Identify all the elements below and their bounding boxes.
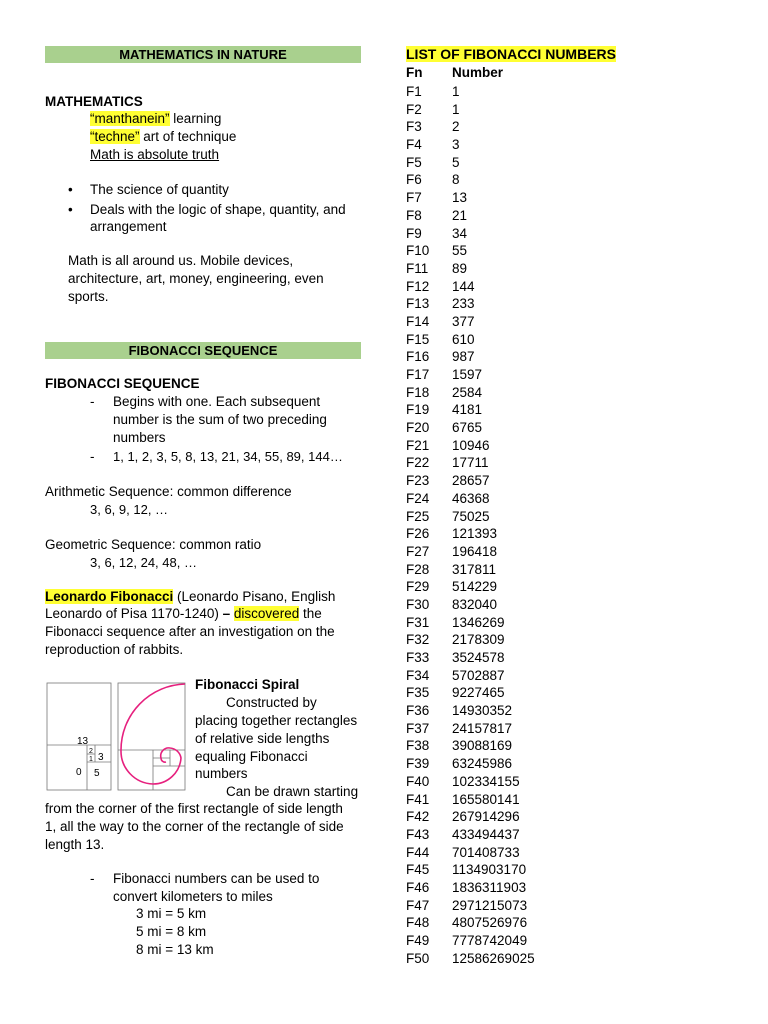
spiral-text-line-wide: 1, all the way to the corner of the rectangle of side <box>45 819 344 834</box>
leonardo-fibonacci-name: Leonardo Fibonacci <box>45 589 174 604</box>
cell-fn: F29 <box>406 579 430 595</box>
fibonacci-sequence-values: 1, 1, 2, 3, 5, 8, 13, 21, 34, 55, 89, 144… <box>113 449 343 464</box>
arithmetic-sequence-example: 3, 6, 9, 12, … <box>90 502 169 517</box>
cell-number: 832040 <box>452 596 498 612</box>
cell-fn: F14 <box>406 313 430 329</box>
cell-fn: F27 <box>406 543 430 559</box>
column-header-fn: Fn <box>406 65 423 80</box>
cell-number: 13 <box>452 190 468 206</box>
fibonacci-sequence-heading: FIBONACCI SEQUENCE <box>45 376 200 391</box>
cell-number: 46368 <box>452 490 490 506</box>
fig-label: 2 <box>89 748 93 755</box>
spiral-text-line-wide: from the corner of the first rectangle of side length <box>45 801 343 816</box>
math-absolute-truth: Math is absolute truth <box>90 147 220 162</box>
cell-fn: F6 <box>406 172 422 188</box>
cell-number: 2 <box>452 119 460 135</box>
cell-number: 28657 <box>452 473 490 489</box>
arithmetic-sequence-label: Arithmetic Sequence: common difference <box>45 484 292 499</box>
cell-fn: F10 <box>406 243 430 259</box>
cell-fn: F4 <box>406 137 422 153</box>
cell-fn: F9 <box>406 225 422 241</box>
cell-fn: F45 <box>406 862 430 878</box>
cell-number: 21 <box>452 207 468 223</box>
cell-fn: F25 <box>406 508 430 524</box>
cell-fn: F20 <box>406 420 430 436</box>
cell-number: 196418 <box>452 543 498 559</box>
cell-number: 1597 <box>452 367 483 382</box>
dash-marker: - <box>90 394 95 409</box>
cell-fn: F19 <box>406 402 430 418</box>
cell-fn: F13 <box>406 296 430 312</box>
section-header-mathematics-in-nature: MATHEMATICS IN NATURE <box>45 46 361 63</box>
column-header-number: Number <box>452 65 504 80</box>
leonardo-line-4: reproduction of rabbits. <box>45 642 184 657</box>
paragraph-line: architecture, art, money, engineering, even <box>68 271 324 286</box>
cell-number: 24157817 <box>452 720 513 736</box>
term-techne: “techne” <box>90 129 140 144</box>
cell-fn: F8 <box>406 207 422 223</box>
fibonacci-list-title <box>406 46 616 62</box>
definition-techne <box>90 129 236 144</box>
cell-fn: F15 <box>406 331 430 347</box>
leonardo-line-3: Fibonacci sequence after an investigation on the <box>45 624 335 639</box>
cell-fn: F38 <box>406 738 430 754</box>
term-manthanein-meaning: learning <box>169 111 222 126</box>
spiral-text-line: Can be drawn starting <box>226 784 359 799</box>
fig-label: 5 <box>94 768 100 779</box>
cell-fn: F39 <box>406 756 430 772</box>
leonardo-line-1 <box>45 589 335 604</box>
cell-number: 987 <box>452 349 475 365</box>
cell-number: 1346269 <box>452 614 505 630</box>
geometric-sequence-label: Geometric Sequence: common ratio <box>45 537 262 552</box>
cell-number: 34 <box>452 225 468 241</box>
fibonacci-list-title-text: LIST OF FIBONACCI NUMBERS <box>406 46 616 62</box>
dash-marker: - <box>90 871 95 886</box>
cell-fn: F28 <box>406 561 430 577</box>
cell-number: 5 <box>452 154 460 170</box>
cell-fn: F24 <box>406 490 430 506</box>
cell-fn: F3 <box>406 119 422 135</box>
cell-number: 89 <box>452 260 468 276</box>
cell-number: 9227465 <box>452 685 505 701</box>
leonardo-alias: (Leonardo Pisano, English <box>173 589 336 604</box>
cell-fn: F16 <box>406 349 430 365</box>
fig-label: 3 <box>98 752 104 763</box>
geometric-sequence-example: 3, 6, 12, 24, 48, … <box>90 555 197 570</box>
cell-fn: F33 <box>406 650 430 665</box>
dash-line: number is the sum of two preceding <box>113 412 327 427</box>
cell-number: 2178309 <box>452 632 505 648</box>
cell-fn: F32 <box>406 632 430 648</box>
paragraph-line: Math is all around us. Mobile devices, <box>68 253 294 268</box>
cell-number: 75025 <box>452 508 490 524</box>
cell-fn: F21 <box>406 437 430 453</box>
cell-number: 4807526976 <box>452 915 528 931</box>
conversion-row: 5 mi = 8 km <box>136 924 207 939</box>
cell-fn: F30 <box>406 596 430 612</box>
cell-number: 12586269025 <box>452 950 535 966</box>
bullet-item: • Deals with the logic of shape, quantity, and <box>90 202 346 217</box>
cell-fn: F50 <box>406 950 430 966</box>
km-line: Fibonacci numbers can be used to <box>113 871 320 886</box>
cell-fn: F12 <box>406 278 430 294</box>
cell-number: 377 <box>452 313 475 329</box>
spiral-text-line: of relative side lengths <box>195 731 330 746</box>
bullet-item-continuation: arrangement <box>90 219 167 234</box>
cell-number: 10946 <box>452 437 490 453</box>
dash-marker: - <box>90 449 95 464</box>
km-line: convert kilometers to miles <box>113 889 273 904</box>
cell-fn: F26 <box>406 526 430 542</box>
cell-number: 102334155 <box>452 773 520 789</box>
cell-number: 14930352 <box>452 703 513 719</box>
cell-number: 433494437 <box>452 826 520 842</box>
cell-number: 4181 <box>452 402 483 418</box>
cell-fn: F34 <box>406 667 430 683</box>
cell-number: 6765 <box>452 420 483 436</box>
spiral-text-line: numbers <box>195 766 248 781</box>
cell-number: 514229 <box>452 579 498 595</box>
cell-number: 701408733 <box>452 844 520 860</box>
cell-number: 39088169 <box>452 738 513 754</box>
cell-fn: F41 <box>406 791 430 807</box>
spiral-text-line: Constructed by <box>226 695 317 710</box>
cell-fn: F2 <box>406 101 422 117</box>
fibonacci-spiral-title: Fibonacci Spiral <box>195 677 300 692</box>
cell-number: 317811 <box>452 561 497 577</box>
cell-number: 2584 <box>452 384 483 400</box>
cell-number: 1 <box>452 101 460 117</box>
term-techne-meaning: art of technique <box>139 129 237 144</box>
cell-fn: F44 <box>406 844 430 860</box>
spiral-text-line: equaling Fibonacci <box>195 749 308 764</box>
cell-number: 55 <box>452 243 468 259</box>
cell-number: 63245986 <box>452 756 513 772</box>
cell-fn: F40 <box>406 773 430 789</box>
cell-number: 17711 <box>452 455 489 471</box>
definition-manthanein <box>90 111 221 126</box>
cell-fn: F23 <box>406 473 430 489</box>
cell-fn: F17 <box>406 367 430 382</box>
conversion-row: 3 mi = 5 km <box>136 906 207 921</box>
cell-fn: F36 <box>406 703 430 719</box>
cell-fn: F37 <box>406 720 430 736</box>
fig-label: 13 <box>77 736 89 747</box>
leonardo-line-2 <box>45 606 322 621</box>
cell-number: 610 <box>452 331 475 347</box>
cell-number: 267914296 <box>452 809 520 825</box>
fig-label: 0 <box>76 767 82 778</box>
cell-fn: F22 <box>406 455 430 471</box>
cell-fn: F47 <box>406 897 430 913</box>
cell-fn: F11 <box>406 260 429 276</box>
leonardo-dash: – <box>222 606 231 621</box>
section-header-fibonacci-sequence: FIBONACCI SEQUENCE <box>45 342 361 359</box>
cell-number: 3 <box>452 137 460 153</box>
bullet-item: • The science of quantity <box>90 182 229 197</box>
cell-fn: F43 <box>406 826 430 842</box>
cell-number: 8 <box>452 172 460 188</box>
discovered-highlight: discovered <box>233 606 300 621</box>
cell-fn: F49 <box>406 933 430 948</box>
cell-number: 1134903170 <box>452 862 527 878</box>
dash-line: numbers <box>113 430 166 445</box>
spiral-text-line: placing together rectangles <box>195 713 358 728</box>
cell-fn: F31 <box>406 614 430 630</box>
cell-fn: F35 <box>406 685 430 701</box>
fibonacci-rectangles-figure <box>45 682 187 792</box>
mathematics-heading: MATHEMATICS <box>45 94 143 109</box>
leonardo-the: the <box>299 606 322 621</box>
conversion-row: 8 mi = 13 km <box>136 942 214 957</box>
cell-number: 5702887 <box>452 667 505 683</box>
cell-fn: F48 <box>406 915 430 931</box>
cell-number: 2971215073 <box>452 897 528 913</box>
spiral-text-line-wide: length 13. <box>45 837 105 852</box>
term-manthanein: “manthanein” <box>90 111 170 126</box>
cell-number: 121393 <box>452 526 498 542</box>
dash-line: Begins with one. Each subsequent <box>113 394 321 409</box>
cell-fn: F5 <box>406 154 422 170</box>
cell-number: 7778742049 <box>452 933 528 948</box>
cell-number: 233 <box>452 296 475 312</box>
cell-fn: F7 <box>406 190 422 206</box>
cell-number: 165580141 <box>452 791 520 807</box>
cell-fn: F1 <box>406 84 422 99</box>
leonardo-dates: Leonardo of Pisa 1170-1240) <box>45 606 223 621</box>
cell-fn: F46 <box>406 879 430 895</box>
fig-label: 1 <box>89 756 93 763</box>
cell-fn: F42 <box>406 809 430 825</box>
cell-number: 1836311903 <box>452 879 527 895</box>
cell-fn: F18 <box>406 384 430 400</box>
cell-number: 144 <box>452 278 475 294</box>
cell-number: 1 <box>452 84 460 99</box>
paragraph-line: sports. <box>68 289 109 304</box>
cell-number: 3524578 <box>452 650 505 665</box>
